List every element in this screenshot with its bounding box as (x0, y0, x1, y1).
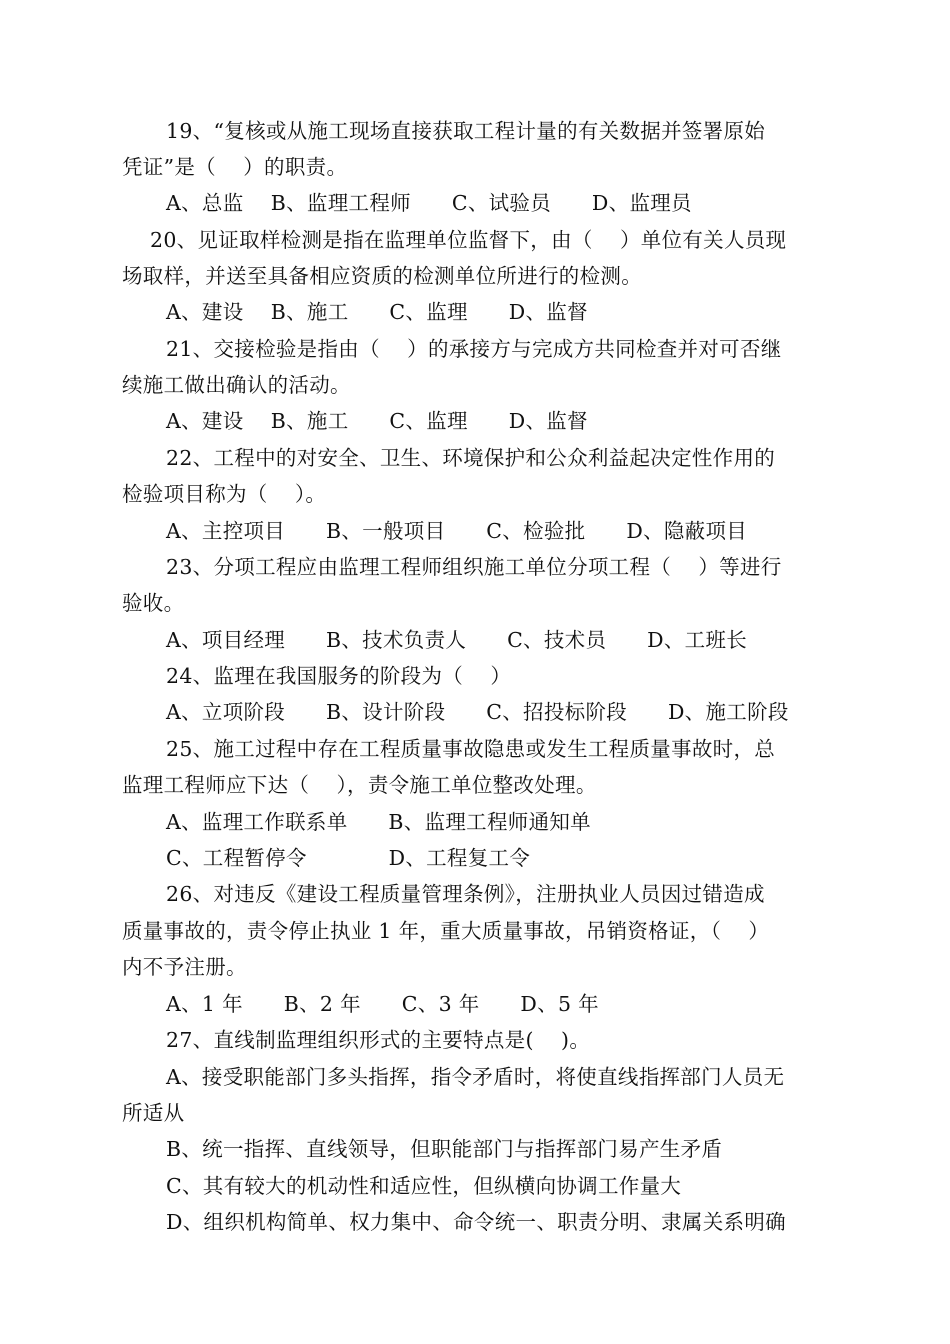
q23-options: A、项目经理 B、技术负责人 C、技术员 D、工班长 (166, 628, 748, 652)
q21-text-line2: 续施工做出确认的活动。 (122, 373, 351, 397)
q19-text-line2: 凭证”是（ ）的职责。 (122, 155, 348, 179)
q27-option-d: D、组织机构简单、权力集中、命令统一、职责分明、隶属关系明确 (166, 1210, 786, 1234)
q27-option-b: B、统一指挥、直线领导，但职能部门与指挥部门易产生矛盾 (166, 1137, 723, 1161)
q21-options: A、建设 B、施工 C、监理 D、监督 (166, 409, 588, 433)
q22-text-line1: 22、工程中的对安全、卫生、环境保护和公众利益起决定性作用的 (166, 446, 776, 470)
q19-options: A、总监 B、监理工程师 C、试验员 D、监理员 (166, 191, 692, 215)
q22-options: A、主控项目 B、一般项目 C、检验批 D、隐蔽项目 (166, 519, 748, 543)
q25-options-line2: C、工程暂停令 D、工程复工令 (166, 846, 531, 870)
q20-text-line1: 20、见证取样检测是指在监理单位监督下，由（ ）单位有关人员现 (150, 228, 787, 252)
q22-text-line2: 检验项目称为（ ）。 (122, 482, 327, 506)
q27-option-a-line1: A、接受职能部门多头指挥，指令矛盾时，将使直线指挥部门人员无 (166, 1065, 785, 1089)
q26-options: A、1 年 B、2 年 C、3 年 D、5 年 (166, 992, 599, 1016)
q27-option-a-line2: 所适从 (122, 1101, 185, 1125)
q20-text-line2: 场取样，并送至具备相应资质的检测单位所进行的检测。 (122, 264, 642, 288)
q25-options-line1: A、监理工作联系单 B、监理工程师通知单 (166, 810, 591, 834)
q21-text-line1: 21、交接检验是指由（ ）的承接方与完成方共同检查并对可否继 (166, 337, 782, 361)
q27-option-c: C、其有较大的机动性和适应性，但纵横向协调工作量大 (166, 1174, 682, 1198)
q25-text-line1: 25、施工过程中存在工程质量事故隐患或发生工程质量事故时，总 (166, 737, 776, 761)
q26-text-line1: 26、对违反《建设工程质量管理条例》，注册执业人员因过错造成 (166, 882, 765, 906)
q25-text-line2: 监理工程师应下达（ ），责令施工单位整改处理。 (122, 773, 597, 797)
q24-options: A、立项阶段 B、设计阶段 C、招投标阶段 D、施工阶段 (166, 700, 789, 724)
q20-options: A、建设 B、施工 C、监理 D、监督 (166, 300, 588, 324)
q23-text-line2: 验收。 (122, 591, 185, 615)
q24-text-line1: 24、监理在我国服务的阶段为（ ） (166, 664, 512, 688)
q27-text-line1: 27、直线制监理组织形式的主要特点是( )。 (166, 1028, 591, 1052)
q26-text-line3: 内不予注册。 (122, 955, 247, 979)
q23-text-line1: 23、分项工程应由监理工程师组织施工单位分项工程（ ）等进行 (166, 555, 782, 579)
q26-text-line2: 质量事故的，责令停止执业 1 年，重大质量事故，吊销资格证，（ ） (122, 919, 770, 943)
q19-text-line1: 19、“复核或从施工现场直接获取工程计量的有关数据并签署原始 (166, 119, 766, 143)
